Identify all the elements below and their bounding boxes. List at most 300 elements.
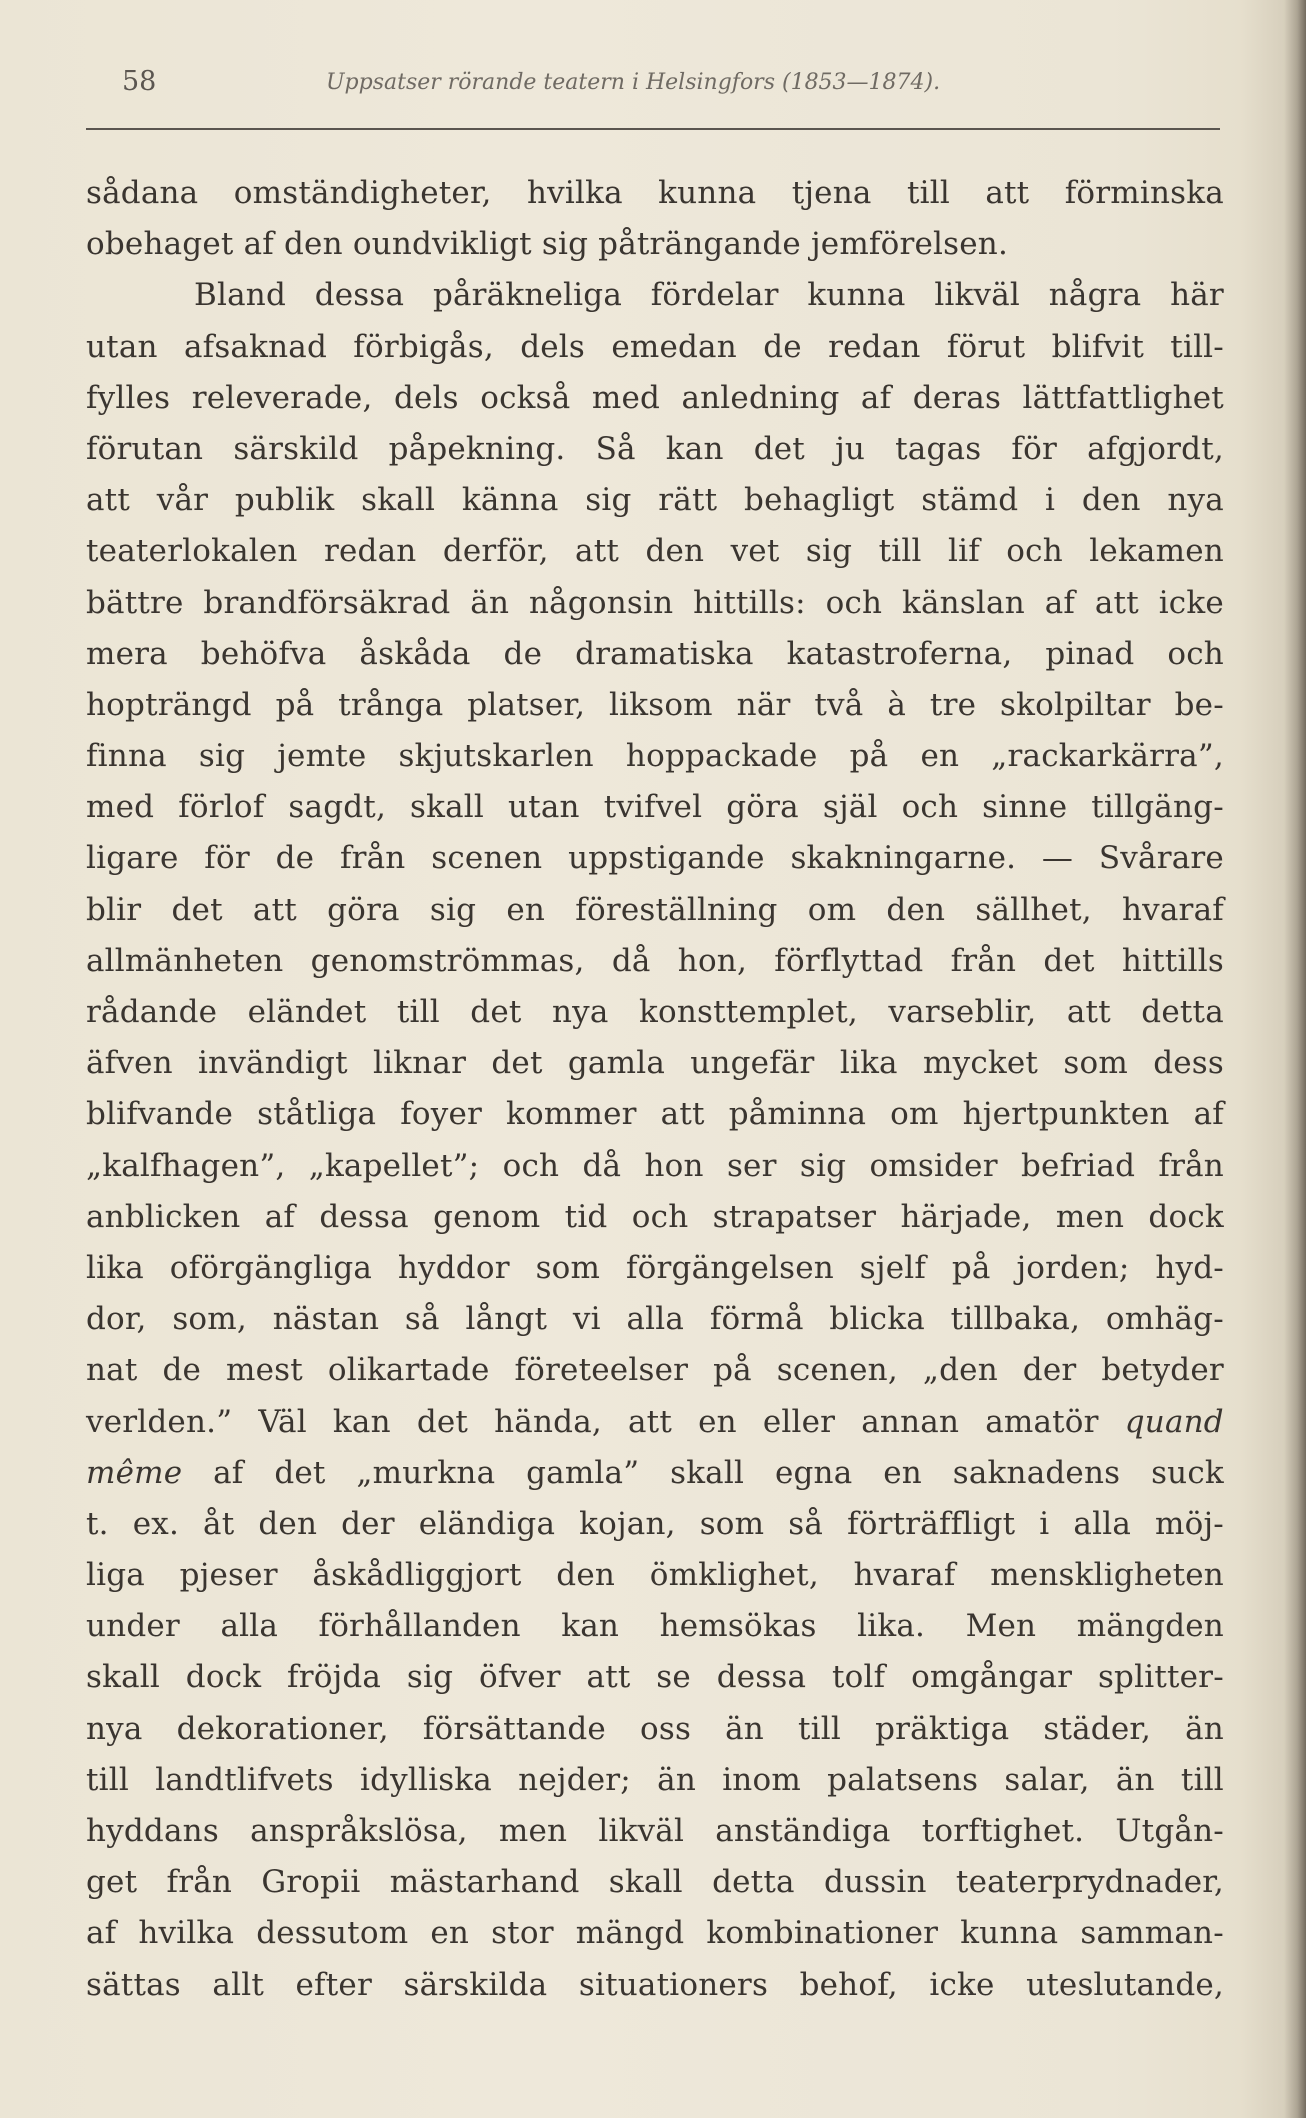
- word: menskligheten: [990, 1557, 1224, 1594]
- word: blicka: [829, 1301, 925, 1338]
- word: vet: [730, 533, 780, 570]
- word: göra: [327, 891, 400, 928]
- word: hoppackade: [625, 738, 818, 775]
- word: mycket: [923, 1045, 1039, 1082]
- word: liga: [86, 1557, 145, 1594]
- word: föreställning: [575, 891, 778, 928]
- word: get: [86, 1864, 138, 1901]
- word: likväl: [598, 1813, 685, 1849]
- text-line: [86, 1960, 1224, 2011]
- word: att: [1094, 584, 1139, 621]
- word: hon,: [677, 942, 748, 979]
- word: der: [341, 1505, 395, 1542]
- word: Svårare: [1098, 840, 1224, 877]
- text-line: [86, 1345, 1224, 1396]
- word: alla: [220, 1608, 279, 1645]
- word: det: [274, 1454, 326, 1491]
- text-line: [86, 1448, 1224, 1499]
- word: allmänheten: [86, 942, 284, 979]
- word: omständigheter,: [233, 175, 492, 211]
- word: här: [1170, 277, 1224, 314]
- word: af: [264, 1198, 296, 1235]
- word: kan: [332, 1403, 391, 1440]
- word: lif: [947, 533, 980, 570]
- word: att: [252, 891, 297, 928]
- text-line: [86, 629, 1224, 680]
- word: „rackarkärra”,: [991, 738, 1224, 775]
- word: utan: [86, 328, 158, 365]
- word: dekorationer,: [176, 1710, 389, 1747]
- word: Men: [965, 1608, 1037, 1645]
- word: tre: [929, 686, 977, 723]
- word: efter: [295, 1966, 372, 2003]
- word: „murkna: [356, 1454, 496, 1491]
- word: strapatser: [712, 1198, 877, 1235]
- word: alla: [1073, 1505, 1131, 1542]
- word: sig: [429, 891, 477, 928]
- word: förbigås,: [353, 328, 494, 365]
- word: oförgängliga: [169, 1249, 373, 1286]
- word: då: [611, 942, 651, 979]
- word: dess: [1153, 1045, 1224, 1082]
- text-line-content: obehaget af den oundvikligt sig påträngande jemförelsen.: [86, 226, 1009, 263]
- word: alla: [626, 1301, 685, 1338]
- word: förflyttad: [774, 942, 924, 979]
- word: sådana: [86, 175, 199, 211]
- word: releverade,: [191, 379, 373, 416]
- word: lekamen: [1089, 533, 1224, 570]
- word: de: [275, 840, 315, 877]
- word: för: [1011, 430, 1057, 467]
- word: ståtliga: [257, 1096, 377, 1133]
- word: och: [901, 789, 959, 826]
- word: den: [556, 1557, 616, 1594]
- word: egna: [774, 1454, 853, 1491]
- text-line: [86, 322, 1224, 373]
- word: derför,: [442, 533, 549, 570]
- word: från: [950, 942, 1017, 979]
- word: några: [1048, 277, 1142, 314]
- word: skall: [670, 1454, 745, 1491]
- word: och: [1167, 635, 1224, 672]
- word: hvilka: [526, 175, 623, 211]
- text-line: [86, 1652, 1224, 1703]
- word: och: [502, 1147, 560, 1184]
- word: dessa: [716, 1659, 807, 1696]
- word: idylliska: [359, 1761, 492, 1798]
- word: stämd: [921, 482, 1019, 519]
- word: invändigt: [198, 1045, 348, 1082]
- word: hända,: [494, 1403, 602, 1440]
- word: sättas: [86, 1966, 181, 2003]
- word: olikartade: [327, 1352, 490, 1389]
- word: det: [171, 891, 223, 928]
- word: quand: [1124, 1403, 1224, 1440]
- word: särskild: [233, 430, 359, 467]
- word: af: [86, 1915, 117, 1952]
- word: tillbaka,: [950, 1301, 1081, 1338]
- word: ex.: [132, 1505, 180, 1542]
- word: när: [736, 686, 791, 723]
- word: försättande: [422, 1710, 606, 1747]
- word: foyer: [400, 1096, 483, 1133]
- word: dels: [520, 328, 586, 365]
- word: deras: [912, 379, 1002, 416]
- word: trånga: [338, 686, 444, 723]
- word: finna: [86, 738, 167, 775]
- word: till: [798, 1710, 842, 1747]
- word: för: [204, 840, 250, 877]
- word: en: [430, 1915, 470, 1952]
- word: omsider: [869, 1147, 998, 1184]
- word: suck: [1151, 1454, 1224, 1491]
- word: fröjda: [287, 1659, 382, 1696]
- text-line: [86, 1550, 1224, 1601]
- word: teaterprydnader,: [955, 1864, 1224, 1901]
- word: det: [753, 430, 805, 467]
- word: der: [1022, 1352, 1077, 1389]
- word: och: [1006, 533, 1063, 570]
- word: under: [86, 1608, 180, 1645]
- word: amatör: [985, 1403, 1099, 1440]
- word: till-: [1170, 328, 1224, 365]
- word: befriad: [1021, 1147, 1136, 1184]
- word: till: [878, 533, 922, 570]
- word: förmå: [709, 1301, 804, 1338]
- word: den: [258, 1505, 318, 1542]
- word: brandförsäkrad: [203, 584, 451, 621]
- word: själ: [822, 789, 878, 826]
- word: om: [807, 891, 857, 928]
- word: att: [575, 533, 620, 570]
- word: de: [763, 328, 802, 365]
- word: de: [503, 635, 543, 672]
- word: splitter-: [1097, 1659, 1224, 1696]
- word: att: [586, 1659, 631, 1696]
- word: bättre: [86, 584, 184, 621]
- text-line: [86, 1601, 1224, 1652]
- text-line: [86, 1192, 1224, 1243]
- word: gamla: [567, 1045, 666, 1082]
- word: men: [498, 1813, 568, 1849]
- word: hemsökas: [659, 1608, 817, 1645]
- word: gamla”: [526, 1454, 640, 1491]
- word: till: [1180, 1761, 1224, 1798]
- word: någonsin: [528, 584, 674, 621]
- word: redan: [828, 328, 921, 365]
- word: dessa: [319, 1198, 409, 1235]
- word: anblicken: [86, 1198, 241, 1235]
- word: ömklighet,: [649, 1557, 819, 1594]
- word: dramatiska: [575, 635, 754, 672]
- text-line: [86, 1704, 1224, 1755]
- word: sinne: [982, 789, 1068, 826]
- word: teaterlokalen: [86, 533, 298, 570]
- word: detta: [712, 1864, 795, 1901]
- word: sig: [805, 533, 853, 570]
- text-line: [86, 1397, 1224, 1448]
- word: påpekning.: [388, 430, 566, 467]
- word: än: [657, 1761, 696, 1798]
- word: förut: [946, 328, 1026, 365]
- word: än: [1115, 1761, 1155, 1798]
- word: präktiga: [875, 1710, 1010, 1747]
- word: skall: [361, 482, 436, 519]
- word: åskådliggjort: [312, 1557, 522, 1594]
- text-line: [86, 936, 1224, 987]
- word: fördelar: [650, 277, 779, 314]
- word: lika: [86, 1249, 144, 1286]
- word: publik: [234, 482, 335, 519]
- word: se: [656, 1659, 691, 1696]
- word: Så: [595, 430, 636, 467]
- word: hyd-: [1155, 1249, 1224, 1286]
- word: samman-: [1080, 1915, 1224, 1952]
- word: förutan: [86, 430, 204, 467]
- running-title: Uppsatser rörande teatern i Helsingfors (1853—1874).: [326, 70, 941, 95]
- text-line: [86, 219, 1224, 270]
- text-line: [86, 1806, 1224, 1857]
- word: känslan: [901, 584, 1025, 621]
- word: och: [631, 1198, 689, 1235]
- text-line: [86, 1243, 1224, 1294]
- text-line: [86, 731, 1224, 782]
- word: känna: [461, 482, 559, 519]
- word: den: [886, 891, 946, 928]
- word: förgängelsen: [625, 1249, 834, 1286]
- word: nejder;: [518, 1761, 631, 1798]
- word: städer,: [1043, 1710, 1152, 1747]
- word: härjade,: [900, 1198, 1032, 1235]
- word: än: [725, 1710, 764, 1747]
- word: be-: [1174, 686, 1224, 723]
- word: en: [698, 1403, 737, 1440]
- word: att: [660, 1096, 705, 1133]
- word: från: [339, 840, 406, 877]
- text-line: [86, 270, 1224, 321]
- word: oss: [639, 1710, 692, 1747]
- word: till: [86, 1761, 130, 1798]
- word: som: [1063, 1045, 1128, 1082]
- word: två: [814, 686, 864, 723]
- word: ser: [726, 1147, 777, 1184]
- word: Bland: [194, 277, 286, 314]
- word: så: [788, 1505, 824, 1542]
- word: som,: [172, 1301, 247, 1338]
- word: katastroferna,: [786, 635, 1013, 672]
- word: ungefär: [690, 1045, 815, 1082]
- word: också: [480, 379, 571, 416]
- text-line: [86, 1141, 1224, 1192]
- word: lika.: [857, 1608, 926, 1645]
- word: från: [166, 1864, 233, 1901]
- word: påminna: [728, 1096, 867, 1133]
- word: ju: [835, 430, 866, 467]
- word: med: [591, 379, 661, 416]
- word: genomströmmas,: [310, 942, 585, 979]
- word: eländet: [247, 994, 367, 1030]
- word: det: [416, 1403, 469, 1440]
- word: utan: [508, 789, 580, 826]
- word: likväl: [934, 277, 1021, 314]
- word: till: [906, 175, 950, 211]
- text-line: [86, 1755, 1224, 1806]
- word: af: [1044, 584, 1076, 621]
- word: „kapellet”;: [308, 1147, 480, 1184]
- word: hyddans: [86, 1813, 219, 1849]
- word: Gropii: [261, 1864, 361, 1901]
- running-header: [86, 62, 1220, 102]
- word: skall: [410, 789, 485, 826]
- word: liksom: [609, 686, 713, 723]
- word: hvilka: [138, 1915, 235, 1952]
- word: dels: [393, 379, 459, 416]
- word: skakningarne.: [790, 840, 1017, 877]
- text-line: [86, 1294, 1224, 1345]
- word: i: [1045, 482, 1056, 519]
- word: Väl: [258, 1403, 307, 1440]
- text-line: [86, 782, 1224, 833]
- word: till: [396, 994, 440, 1030]
- word: behöfva: [200, 635, 327, 672]
- word: möj-: [1155, 1505, 1224, 1542]
- word: som: [699, 1505, 765, 1542]
- word: uteslutande,: [1026, 1966, 1224, 2003]
- word: af: [860, 379, 892, 416]
- word: mera: [86, 635, 168, 672]
- word: att: [1066, 994, 1111, 1030]
- word: att: [86, 482, 130, 519]
- word: hjertpunkten: [962, 1096, 1170, 1133]
- word: så: [404, 1301, 440, 1338]
- word: vår: [156, 482, 209, 519]
- word: förminska: [1064, 175, 1224, 211]
- word: hittills: [1121, 942, 1224, 979]
- text-line: [86, 1089, 1224, 1140]
- word: en: [920, 738, 960, 775]
- word: hittills:: [693, 584, 806, 621]
- word: omhäg-: [1105, 1301, 1224, 1338]
- text-line: [86, 526, 1224, 577]
- word: det: [491, 1045, 543, 1082]
- word: fylles: [86, 379, 171, 416]
- word: göra: [726, 789, 799, 826]
- word: anledning: [681, 379, 840, 416]
- word: det: [1043, 942, 1095, 979]
- word: landtlifvets: [155, 1761, 334, 1798]
- word: att: [628, 1403, 672, 1440]
- word: företeelser: [514, 1352, 689, 1389]
- word: jorden;: [1016, 1249, 1130, 1286]
- word: eländiga: [418, 1505, 556, 1542]
- word: rätt: [658, 482, 718, 519]
- word: skjutskarlen: [398, 738, 594, 775]
- word: på: [849, 738, 889, 775]
- text-line: [86, 1038, 1224, 1089]
- text-line: [86, 168, 1224, 219]
- word: scenen: [431, 840, 543, 877]
- word: nya: [551, 994, 609, 1030]
- word: lättfattlighet: [1022, 379, 1224, 416]
- word: „den: [922, 1352, 998, 1389]
- text-line: [86, 1499, 1224, 1550]
- text-line: [86, 987, 1224, 1038]
- word: allt: [212, 1966, 264, 2003]
- word: Utgån-: [1115, 1813, 1224, 1849]
- word: t.: [86, 1505, 109, 1542]
- page-edge-shadow: [1284, 0, 1306, 2118]
- word: kojan,: [579, 1505, 676, 1542]
- word: annan: [861, 1403, 960, 1440]
- word: kan: [561, 1608, 620, 1645]
- word: skolpiltar: [1000, 686, 1151, 723]
- word: scenen,: [776, 1352, 898, 1389]
- word: konsttemplet,: [638, 994, 858, 1030]
- word: tjena: [791, 175, 872, 211]
- word: torftighet.: [921, 1813, 1085, 1849]
- word: emedan: [611, 328, 737, 365]
- word: behof,: [799, 1966, 898, 2003]
- word: sjelf: [859, 1249, 927, 1286]
- word: redan: [323, 533, 417, 570]
- word: verlden.”: [86, 1403, 233, 1440]
- word: af: [1193, 1096, 1224, 1133]
- word: dor,: [86, 1301, 147, 1338]
- word: betyder: [1101, 1352, 1224, 1389]
- word: på: [951, 1249, 991, 1286]
- body-text: [86, 168, 1224, 2011]
- word: långt: [465, 1301, 548, 1338]
- word: anständiga: [715, 1813, 891, 1849]
- word: kunna: [960, 1915, 1059, 1952]
- text-line: [86, 680, 1224, 731]
- text-line: [86, 885, 1224, 936]
- word: skall: [86, 1659, 161, 1696]
- text-line: [86, 475, 1224, 526]
- word: från: [1158, 1147, 1224, 1184]
- word: afgjordt,: [1087, 430, 1224, 467]
- word: öfver: [478, 1659, 561, 1696]
- word: blifvit: [1051, 328, 1144, 365]
- word: ligare: [86, 840, 179, 877]
- page-number: 58: [122, 66, 157, 97]
- word: même: [86, 1454, 183, 1491]
- word: icke: [929, 1966, 995, 2003]
- word: på: [275, 686, 315, 723]
- text-line: [86, 424, 1224, 475]
- word: särskilda: [403, 1966, 548, 2003]
- word: kan: [665, 430, 724, 467]
- word: mängd: [575, 1915, 685, 1952]
- word: sällhet,: [975, 891, 1092, 928]
- word: en: [883, 1454, 922, 1491]
- word: hvaraf: [853, 1557, 956, 1594]
- word: platser,: [467, 686, 586, 723]
- word: dock: [1148, 1198, 1224, 1235]
- text-line: [86, 833, 1224, 884]
- word: tid: [564, 1198, 608, 1235]
- word: kunna: [807, 277, 906, 314]
- word: den: [1081, 482, 1141, 519]
- word: på: [713, 1352, 752, 1389]
- word: nya: [86, 1710, 143, 1747]
- word: än: [470, 584, 510, 621]
- word: vi: [572, 1301, 601, 1338]
- word: à: [887, 686, 907, 723]
- word: stor: [491, 1915, 554, 1952]
- word: mästarhand: [389, 1864, 580, 1901]
- word: kunna: [658, 175, 757, 211]
